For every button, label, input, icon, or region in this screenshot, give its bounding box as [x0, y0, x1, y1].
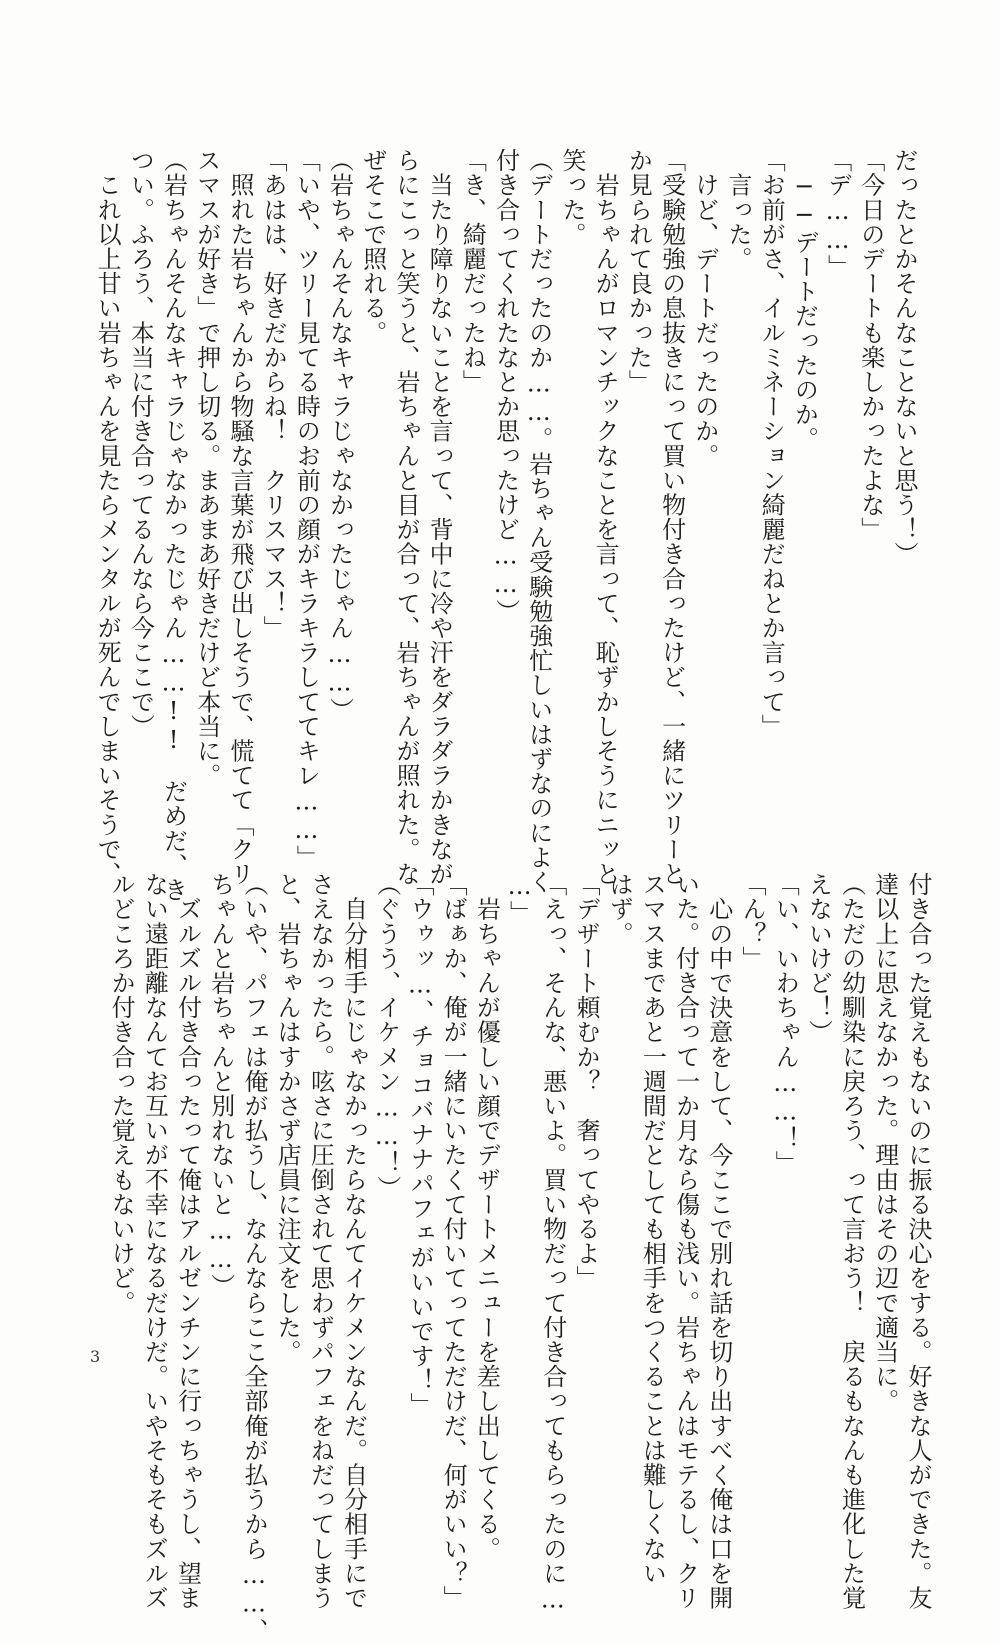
text-line: 自分相手にじゃなかったらなんてイケメンなんだ。自分相手にで	[339, 872, 368, 1610]
text-line: らにこっと笑うと、岩ちゃんと目が合って、岩ちゃんが照れた。な	[391, 148, 420, 886]
text-line: 笑った。	[557, 148, 586, 247]
text-line: （岩ちゃんそんなキャラじゃなかったじゃん……）	[325, 148, 354, 722]
text-line: ちゃんと岩ちゃんと別れないと……）	[206, 872, 235, 1299]
text-line: か見られて良かった」	[624, 148, 653, 394]
text-line: 付き合ってくれたなとか思ったけど……）	[491, 148, 520, 624]
upper-text-block	[90, 148, 920, 902]
text-line: …」	[505, 872, 534, 926]
text-line: これ以上甘い岩ちゃんを見たらメンタルが死んでしまいそうで、	[93, 148, 122, 886]
text-line: 「デ……」	[823, 148, 852, 279]
text-line: 「デザート頼むか？ 奢ってやるよ」	[571, 872, 600, 1291]
text-line: 「ウゥッ…、チョコバナナパフェがいいです！」	[405, 872, 434, 1418]
text-line: さえなかったら。呟さに圧倒されて思わずパフェをねだってしまう	[306, 872, 335, 1610]
text-line: つい。ふろう、本当に付き合ってるんなら今ここで）	[126, 148, 155, 739]
text-line: 岩ちゃんが優しい顔でデザートメニューを差し出してくる。	[472, 872, 501, 1561]
text-line: 照れた岩ちゃんから物騒な言葉が飛び出しそうで、慌てて「クリ	[225, 148, 254, 886]
text-line: ──デートだったのか。	[790, 148, 819, 452]
text-line: 付き合った覚えもないのに振る決心をする。好きな人ができた。友	[904, 872, 932, 1610]
text-line: 当たり障りないことを言って、背中に冷や汗をダラダラかきなが	[425, 148, 454, 886]
text-line: と、岩ちゃんはすかさず店員に注文をした。	[273, 872, 302, 1364]
text-line: 「えっ、そんな、悪いよ。買い物だって付き合ってもらったのに…	[538, 872, 567, 1614]
text-line: えないけど！）	[804, 872, 833, 1045]
lower-text-block	[104, 872, 934, 1643]
text-line: スマスまであと一週間だとしても相手をつくることは難しくない	[638, 872, 667, 1586]
text-line: （ただの幼馴染に戻ろう、って言おう！ 戻るもなんも進化した覚	[837, 872, 866, 1610]
text-line: （岩ちゃんそんなキャラじゃなかったじゃん……!! だめだ、き	[159, 148, 188, 902]
text-line: 「ばぁか、俺が一緒にいたくて付いてってただけだ、何がいい？」	[439, 872, 468, 1610]
text-line: 言った。	[723, 148, 752, 271]
text-line: ズルズル付き合ったって俺はアルゼンチンに行っちゃうし、望ま	[173, 872, 202, 1610]
text-line: （デートだったのか……。岩ちゃん受験勉強忙しいはずなのによく	[524, 148, 553, 894]
text-line: 達以上に思えなかった。理由はその辺で適当に。	[870, 872, 899, 1414]
text-line: 「いや、ツリー見てる時のお前の顔がキラキラしててキレ……」	[292, 148, 321, 870]
text-line: ない遠距離なんてお互いが不幸になるだけだ。いやそもそもズルズ	[140, 872, 169, 1610]
text-line: いた。付き合って一か月なら傷も浅い。岩ちゃんはモテるし、クリ	[671, 872, 700, 1610]
page-number: 3	[90, 1347, 101, 1366]
text-line: 「い、いわちゃん……！」	[771, 872, 800, 1176]
text-line: （いや、パフェは俺が払うし、なんならここ全部俺が払うから……、	[239, 872, 268, 1643]
text-line: 「お前がさ、イルミネーション綺麗だねとか言って」	[757, 148, 786, 739]
text-line: 「あはは、好きだからね！ クリスマス！」	[259, 148, 288, 640]
text-line: だったとかそんなことないと思う！）	[890, 148, 918, 567]
text-line: 「き、綺麗だったね」	[458, 148, 487, 394]
text-line: 心の中で決意をして、今ここで別れ話を切り出すべく俺は口を開	[704, 872, 733, 1610]
text-line: はず。	[605, 872, 634, 946]
text-line: 岩ちゃんがロマンチックなことを言って、恥ずかしそうにニッと	[591, 148, 620, 886]
text-line: 「ん？」	[737, 872, 766, 971]
text-line: ルどころか付き合った覚えもないけど。	[107, 872, 136, 1315]
text-line: 「受験勉強の息抜きにって買い物付き合ったけど、一緒にツリーと	[657, 148, 686, 886]
text-line: ぜそこで照れる。	[358, 148, 387, 345]
text-line: スマスが好き」で押し切る。まあまあ好きだけど本当に。	[192, 148, 221, 788]
text-line: （ぐうう、イケメン……！）	[372, 872, 401, 1200]
text-line: けど、デートだったのか。	[690, 148, 719, 468]
text-line: 「今日のデートも楽しかったよな」	[856, 148, 885, 542]
